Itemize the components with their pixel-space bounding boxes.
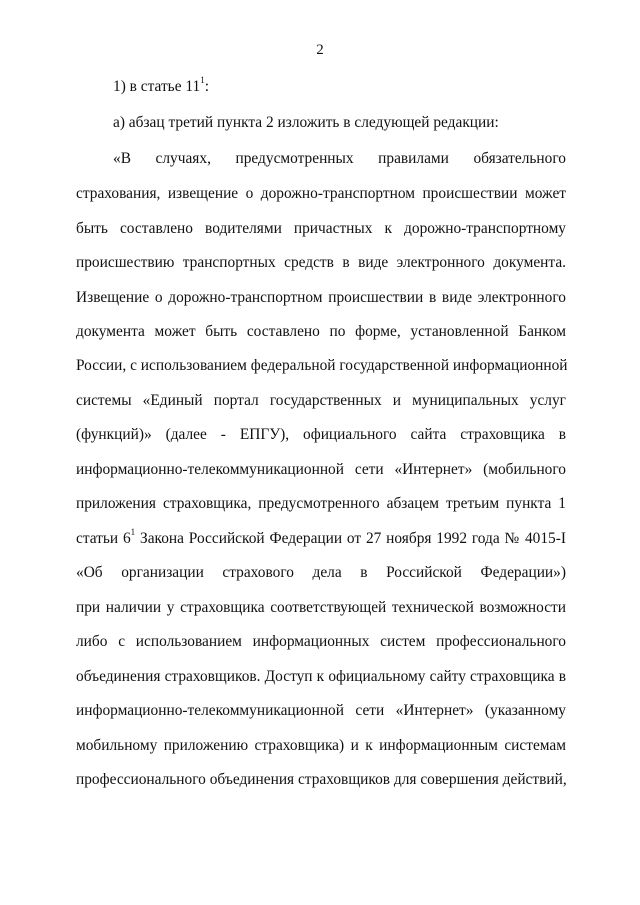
body-line: мобильному приложению страховщика) и к информационным системам [76, 737, 566, 754]
item-heading-superscript: 1 [200, 74, 205, 85]
body-line: информационно-телекоммуникационной сети «Интернет» (мобильного [76, 461, 566, 478]
body-line: быть составлено водителями причастных к дорожно-транспортному [76, 220, 566, 237]
body-line: происшествию транспортных средств в виде электронного документа. [76, 254, 566, 271]
body-line: «Об организации страхового дела в Российской Федерации») [76, 564, 566, 581]
item-heading-text: 1) в статье 11 [113, 78, 201, 95]
body-line: системы «Единый портал государственных и муниципальных услуг [76, 392, 566, 409]
body-line: профессионального объединения страховщиков для совершения действий, [76, 771, 567, 788]
body-line-statya [76, 526, 567, 549]
body-line: Извещение о дорожно-транспортном происшествии в виде электронного [76, 289, 566, 306]
body-line: России, с использованием федеральной государственной информационной [76, 357, 568, 374]
body-line: информационно-телекоммуникационной сети «Интернет» (указанному [76, 702, 566, 719]
body-line: либо с использованием информационных систем профессионального [76, 633, 566, 650]
body-line: приложения страховщика, предусмотренного абзацем третьим пункта 1 [76, 495, 566, 512]
body-line: при наличии у страховщика соответствующей технической возможности [76, 599, 566, 616]
page-number: 2 [316, 42, 324, 58]
statya-superscript: 1 [130, 526, 136, 537]
body-line: объединения страховщиков. Доступ к официальному сайту страховщика в [76, 668, 566, 685]
item-heading-colon: : [204, 78, 209, 95]
statya-law-text: Закона Российской Федерации от 27 ноября 1992 года № 4015-I [135, 530, 567, 547]
body-line: «В случаях, предусмотренных правилами обязательного [113, 150, 566, 167]
body-line: документа может быть составлено по форме, установленной Банком [76, 323, 566, 340]
sub-item-heading: а) абзац третий пункта 2 изложить в следующей редакции: [113, 114, 499, 131]
item-heading [113, 74, 566, 97]
body-line: (функций)» (далее - ЕПГУ), официального сайта страховщика в [76, 426, 566, 443]
statya-text: статьи 6 [76, 530, 131, 547]
body-line: страхования, извещение о дорожно-транспортном происшествии может [76, 185, 566, 202]
